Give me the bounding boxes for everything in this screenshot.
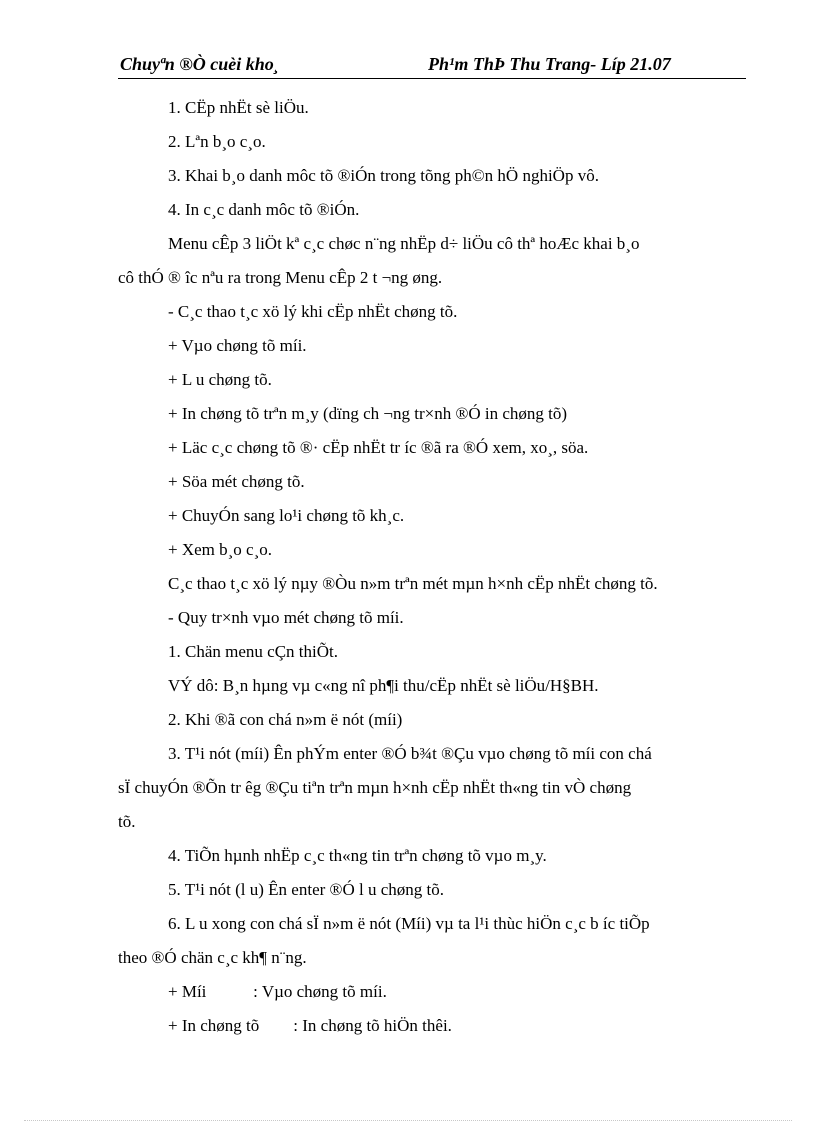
text-line: sÏ chuyÓn ®Õn tr êg ®Çu tiªn trªn mµn h×nh cËp nhËt th«ng tin vÒ chøng <box>118 778 632 797</box>
text-line: 3. Khai b¸o danh môc tõ ®iÓn trong tõng ph©n hÖ nghiÖp vô. <box>168 166 599 185</box>
text-line: theo ®Ó chän c¸c kh¶ n¨ng. <box>118 948 307 967</box>
text-line: - C¸c thao t¸c xö lý khi cËp nhËt chøng tõ. <box>168 302 458 321</box>
text-line: 5. T¹i nót (l u) Ên enter ®Ó l u chøng tõ. <box>168 880 444 899</box>
page-bottom-divider <box>24 1120 792 1121</box>
header-title: Chuyªn ®Ò cuèi kho¸ <box>120 54 280 74</box>
page-header <box>118 52 746 79</box>
text-line: + Vµo chøng tõ míi. <box>168 336 307 355</box>
text-line: - Quy tr×nh vµo mét chøng tõ míi. <box>168 608 404 627</box>
text-line: 6. L u xong con chá sÏ n»m ë nót (Míi) vµ ta l¹i thùc hiÖn c¸c b íc tiÕp <box>168 914 650 933</box>
header-author: Ph¹m ThÞ Thu Trang- Líp 21.07 <box>428 54 671 74</box>
text-line: 1. CËp nhËt sè liÖu. <box>168 98 309 117</box>
text-line: VÝ dô: B¸n hµng vµ c«ng nî ph¶i thu/cËp nhËt sè liÖu/H§BH. <box>168 676 599 695</box>
text-line: + Míi : Vµo chøng tõ míi. <box>168 982 387 1001</box>
text-line: 3. T¹i nót (míi) Ên phÝm enter ®Ó b¾t ®Çu vµo chøng tõ míi con chá <box>168 744 652 763</box>
text-line: 1. Chän menu cÇn thiÕt. <box>168 642 338 661</box>
text-line: 2. Lªn b¸o c¸o. <box>168 132 266 151</box>
text-line: 4. TiÕn hµnh nhËp c¸c th«ng tin trªn chøng tõ vµo m¸y. <box>168 846 547 865</box>
text-line: 4. In c¸c danh môc tõ ®iÓn. <box>168 200 360 219</box>
text-line: + ChuyÓn sang lo¹i chøng tõ kh¸c. <box>168 506 405 525</box>
text-line: + In chøng tõ trªn m¸y (dïng ch ¬ng tr×nh ®Ó in chøng tõ) <box>168 404 568 423</box>
text-line: + L u chøng tõ. <box>168 370 272 389</box>
text-line: Menu cÊp 3 liÖt kª c¸c chøc n¨ng nhËp d÷ liÖu cô thª hoÆc khai b¸o <box>168 234 640 253</box>
text-line: tõ. <box>118 812 136 831</box>
text-line: 2. Khi ®ã con chá n»m ë nót (míi) <box>168 710 403 729</box>
text-line: + In chøng tõ : In chøng tõ hiÖn thêi. <box>168 1016 452 1035</box>
text-line: + Läc c¸c chøng tõ ®· cËp nhËt tr íc ®ã ra ®Ó xem, xo¸, söa. <box>168 438 589 457</box>
text-line: + Xem b¸o c¸o. <box>168 540 273 559</box>
text-line: + Söa mét chøng tõ. <box>168 472 305 491</box>
text-line: cô thÓ ® îc nªu ra trong Menu cÊp 2 t ¬ng øng. <box>118 268 443 287</box>
text-line: C¸c thao t¸c xö lý nµy ®Òu n»m trªn mét mµn h×nh cËp nhËt chøng tõ. <box>168 574 658 593</box>
